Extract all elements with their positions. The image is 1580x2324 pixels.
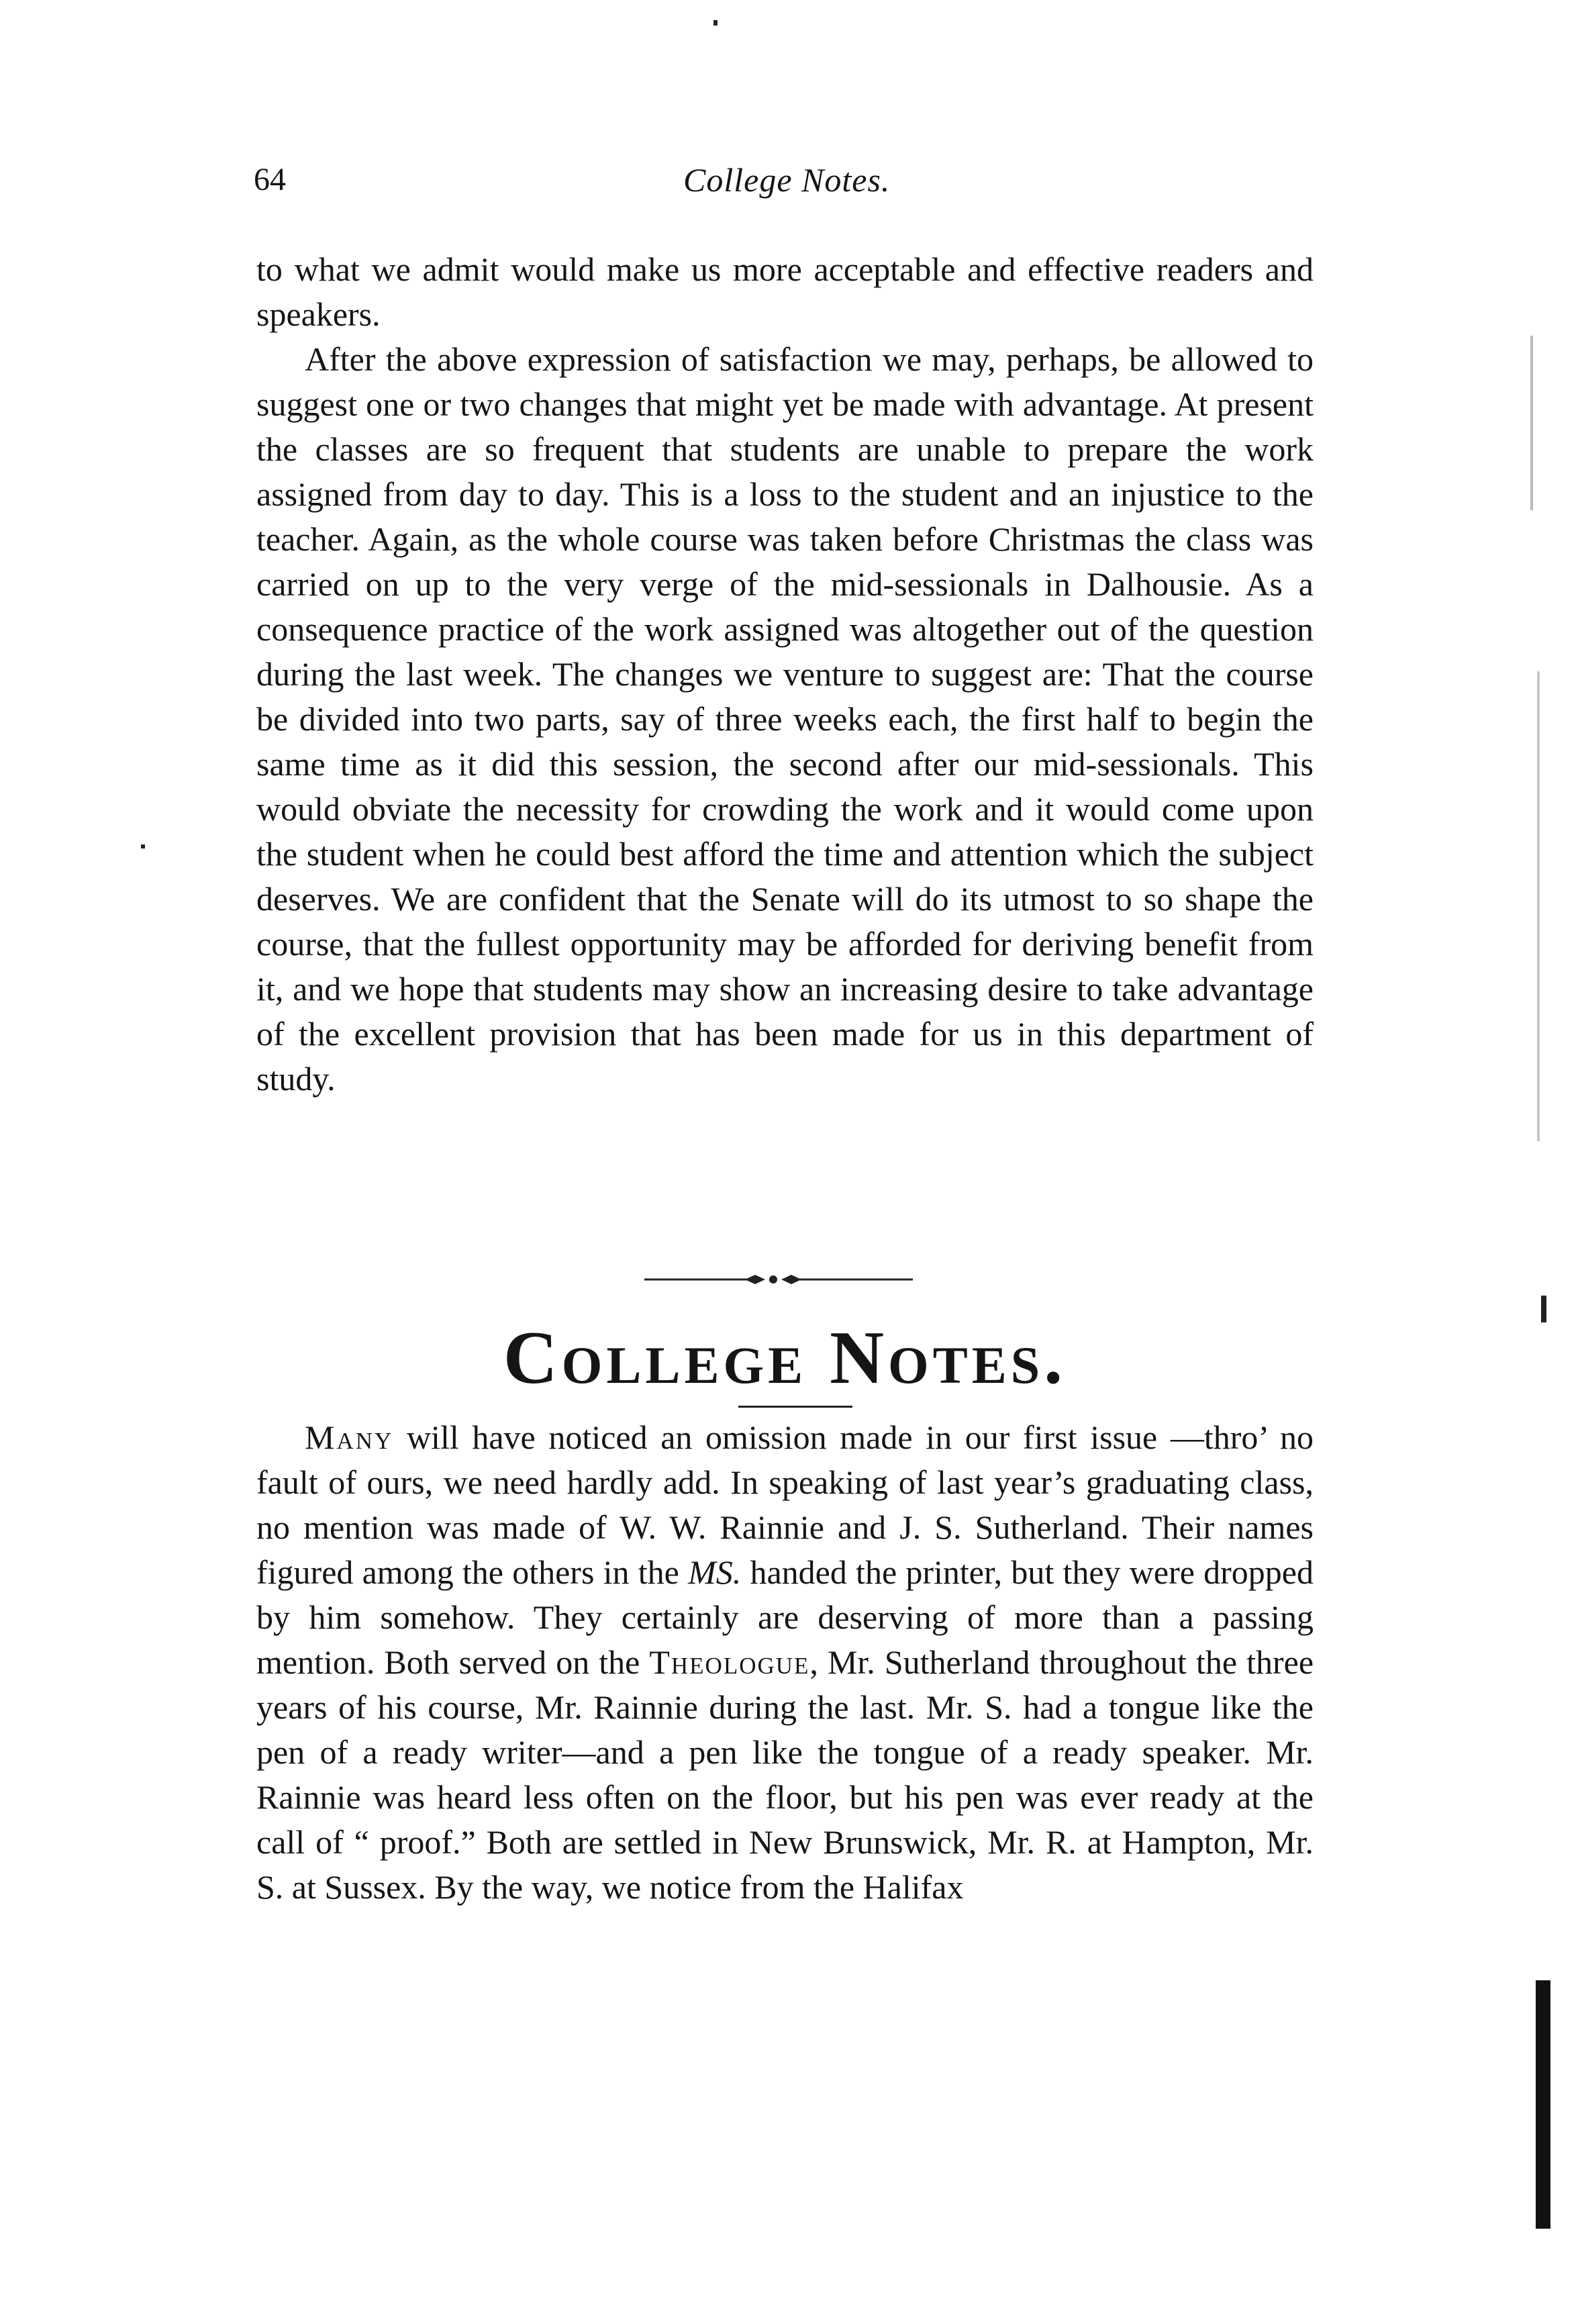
ms-italic: MS. bbox=[688, 1553, 742, 1591]
text-run: , Mr. Sutherland throughout the three years of his course, Mr. Rainnie during the last. Mr. S. had a tongue like the pen of a ready writer—and a pen like the tongue of a ready speaker. Mr. Rainnie was heard less often on the floor, but his pen was ever ready at the call of “ proof.” Both are settled in New Brunswick, Mr. R. at Hampton, Mr. S. at Sussex. By the way, we notice from the Halifax bbox=[256, 1643, 1314, 1906]
scan-edge-shadow bbox=[1530, 336, 1533, 510]
scan-speck bbox=[713, 20, 718, 26]
page-number: 64 bbox=[254, 162, 286, 197]
scan-speck bbox=[141, 844, 145, 849]
title-underline bbox=[738, 1406, 852, 1408]
paragraph bbox=[256, 1415, 1314, 1910]
scan-edge-bar bbox=[1536, 1980, 1550, 2229]
section-title: College Notes. bbox=[503, 1316, 1067, 1400]
text-run: will have noticed an omission made in our first issue —thro’ no fault of ours, we need hardly add. In speaking of last year’s graduating class, no mention was made of W. W. Rainnie and J. S. Sutherland. Their names figured among the others in the bbox=[256, 1418, 1314, 1591]
college-notes-body bbox=[256, 1415, 1314, 1910]
running-head: College Notes. bbox=[683, 161, 891, 199]
scan-edge-shadow bbox=[1537, 671, 1540, 1141]
paragraph: to what we admit would make us more acceptable and effective readers and speakers. bbox=[256, 250, 1314, 333]
page-header bbox=[254, 160, 1328, 213]
theologue-smallcaps: Theologue bbox=[649, 1643, 810, 1681]
lead-word: Many bbox=[305, 1418, 394, 1456]
paragraph: After the above expression of satisfaction we may, perhaps, be allowed to suggest one or two changes that might yet be made with advantage. At present the classes are so frequent that students are unable to prepare the work assigned from day to day. This is a loss to the student and an injustice to the teacher. Again, as the whole course was taken before Christmas the class was carried on up to the very verge of the mid-sessionals in Dalhousie. As a consequence practice of the work assigned was altogether out of the question during the last week. The changes we venture to suggest are: That the course be divided into two parts, say of three weeks each, the first half to begin the same time as it did this session, the second after our mid-sessionals. This would obviate the necessity for crowding the work and it would come upon the student when he could best afford the time and attention which the subject deserves. We are confident that the Senate will do its utmost to so shape the course, that the fullest opportunity may be afforded for deriving benefit from it, and we hope that students may show an increasing desire to take advantage of the excellent provision that has been made for us in this department of study. bbox=[256, 340, 1314, 1098]
article-continuation bbox=[256, 247, 1314, 1102]
text-run: handed the printer, but they were dropped by him somehow. They certainly are deserving of more than a passing mention. Both served on the bbox=[256, 1553, 1314, 1681]
scan-edge-mark bbox=[1541, 1296, 1546, 1322]
ornament-divider bbox=[644, 1266, 913, 1293]
